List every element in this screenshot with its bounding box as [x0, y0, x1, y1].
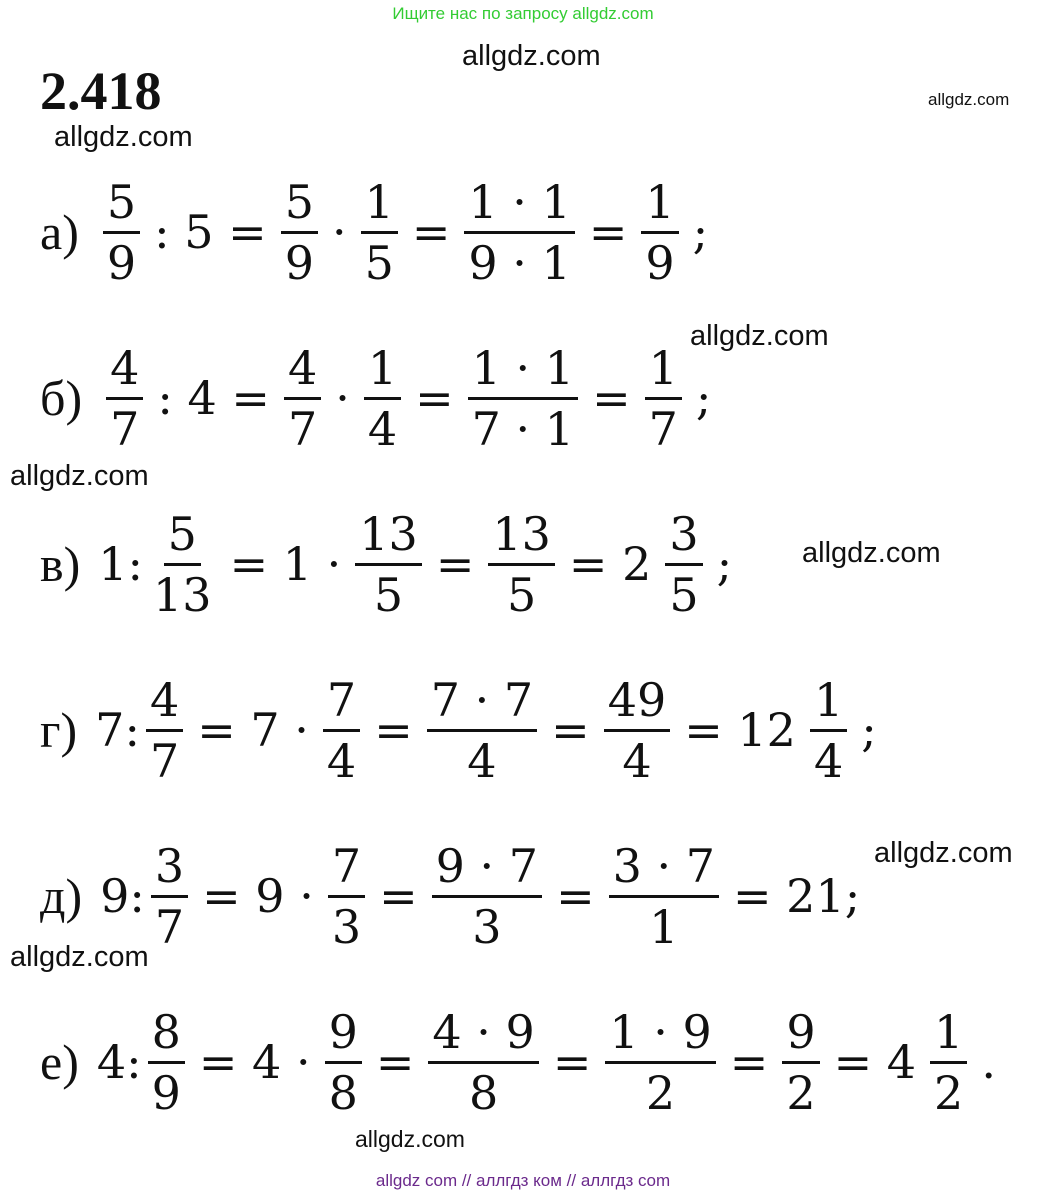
fraction	[328, 837, 365, 956]
operator: =	[556, 869, 595, 923]
fraction	[151, 837, 188, 956]
denominator: 3	[472, 899, 502, 954]
operator: .	[981, 1035, 996, 1089]
fraction	[609, 837, 719, 956]
operator: =	[588, 205, 628, 259]
item-label: а)	[40, 204, 79, 260]
operator: =	[435, 537, 475, 591]
watermark: allgdz.com	[928, 90, 1010, 109]
numerator: 3	[151, 837, 188, 898]
operator: = 1 ·	[229, 537, 342, 591]
operator: =	[379, 869, 418, 923]
operator: = 4 ·	[198, 1035, 311, 1089]
numerator: 1	[930, 1003, 967, 1064]
fraction	[468, 339, 578, 458]
numerator: 7 · 7	[427, 671, 537, 732]
numerator: 4 · 9	[428, 1003, 538, 1064]
top-note: Ищите нас по запросу allgdz.com	[392, 4, 654, 23]
fraction	[782, 1003, 819, 1122]
item-label: б)	[40, 370, 83, 426]
watermark: allgdz.com	[355, 1126, 465, 1152]
numerator: 9	[782, 1003, 819, 1064]
operator: : 4 =	[157, 371, 270, 425]
fraction	[323, 671, 360, 790]
operator: = 12	[684, 703, 796, 757]
fraction	[464, 173, 574, 292]
numerator: 13	[488, 505, 555, 566]
fraction	[325, 1003, 362, 1122]
operator: =	[552, 1035, 592, 1089]
lead-term: 1:	[98, 537, 144, 591]
watermark: allgdz.com	[690, 320, 829, 352]
fraction	[103, 173, 140, 292]
numerator: 3	[665, 505, 702, 566]
equation-row	[40, 660, 885, 800]
denominator: 9	[151, 1065, 181, 1120]
denominator: 5	[506, 567, 537, 622]
denominator: 13	[153, 567, 212, 622]
fraction	[641, 173, 678, 292]
operator: ;	[861, 703, 877, 757]
fraction	[106, 339, 143, 458]
numerator: 49	[604, 671, 671, 732]
operator: =	[592, 371, 631, 425]
watermark: allgdz.com	[54, 121, 193, 153]
equation-row	[40, 494, 740, 634]
watermark: allgdz.com	[462, 40, 601, 72]
denominator: 8	[468, 1065, 499, 1120]
fraction	[428, 1003, 538, 1122]
fraction	[432, 837, 542, 956]
fraction	[364, 339, 401, 458]
operator: = 4	[833, 1035, 917, 1089]
denominator: 5	[669, 567, 699, 622]
equation-row	[40, 328, 719, 468]
numerator: 1	[641, 173, 678, 234]
problem-number: 2.418	[40, 61, 162, 121]
denominator: 4	[467, 733, 497, 788]
fraction	[149, 505, 216, 624]
lead-term: 4:	[96, 1035, 142, 1089]
numerator: 5	[103, 173, 140, 234]
fraction	[284, 339, 321, 458]
denominator: 3	[331, 899, 362, 954]
operator: ·	[331, 205, 347, 259]
numerator: 9	[325, 1003, 362, 1064]
fraction	[605, 1003, 715, 1122]
fraction	[355, 505, 422, 624]
numerator: 4	[284, 339, 321, 400]
denominator: 2	[934, 1065, 964, 1120]
operator: =	[415, 371, 454, 425]
operator: ;	[692, 205, 709, 259]
denominator: 4	[813, 733, 844, 788]
operator: =	[729, 1035, 769, 1089]
numerator: 3 · 7	[609, 837, 719, 898]
numerator: 5	[281, 173, 318, 234]
operator: ·	[335, 371, 350, 425]
equation-row	[40, 992, 1004, 1132]
fraction	[645, 339, 682, 458]
numerator: 9 · 7	[432, 837, 542, 898]
denominator: 4	[622, 733, 652, 788]
operator: = 7 ·	[197, 703, 309, 757]
operator: =	[411, 205, 451, 259]
lead-term: 9:	[100, 869, 145, 923]
denominator: 9	[645, 235, 675, 290]
fraction	[665, 505, 702, 624]
denominator: 8	[328, 1065, 358, 1120]
denominator: 7	[110, 401, 140, 456]
equation-row	[40, 826, 868, 966]
operator: = 2	[568, 537, 652, 591]
numerator: 1	[361, 173, 398, 234]
fraction	[604, 671, 671, 790]
denominator: 7	[149, 733, 180, 788]
footer-links: allgdz com // аллгдз ком // аллгдз com	[375, 1171, 671, 1190]
fraction	[488, 505, 555, 624]
fraction	[930, 1003, 967, 1122]
watermark: allgdz.com	[10, 941, 149, 973]
operator: =	[374, 703, 413, 757]
operator: =	[551, 703, 590, 757]
numerator: 1 · 1	[464, 173, 574, 234]
denominator: 9 · 1	[468, 235, 571, 290]
watermark: allgdz.com	[802, 537, 941, 569]
item-label: в)	[40, 536, 81, 592]
numerator: 1 · 9	[605, 1003, 715, 1064]
denominator: 2	[645, 1065, 676, 1120]
numerator: 1	[645, 339, 682, 400]
fraction	[361, 173, 398, 292]
numerator: 5	[164, 505, 201, 566]
denominator: 2	[786, 1065, 816, 1120]
denominator: 7	[287, 401, 318, 456]
item-label: г)	[40, 702, 78, 758]
item-label: д)	[40, 868, 83, 924]
denominator: 4	[367, 401, 398, 456]
fraction	[281, 173, 318, 292]
numerator: 4	[146, 671, 183, 732]
fraction	[810, 671, 847, 790]
denominator: 7 · 1	[471, 401, 575, 456]
operator: =	[375, 1035, 415, 1089]
numerator: 8	[148, 1003, 185, 1064]
numerator: 1	[810, 671, 847, 732]
operator: : 5 =	[154, 205, 267, 259]
numerator: 7	[323, 671, 360, 732]
fraction	[427, 671, 537, 790]
denominator: 4	[326, 733, 357, 788]
operator: = 9 ·	[202, 869, 314, 923]
numerator: 13	[355, 505, 422, 566]
equation-row	[40, 162, 716, 302]
denominator: 7	[648, 401, 678, 456]
watermark: allgdz.com	[10, 460, 149, 492]
denominator: 9	[284, 235, 314, 290]
denominator: 5	[373, 567, 404, 622]
denominator: 7	[154, 899, 185, 954]
lead-term: 7:	[95, 703, 140, 757]
item-label: е)	[40, 1034, 79, 1090]
operator: ;	[716, 537, 733, 591]
numerator: 7	[328, 837, 365, 898]
watermark: allgdz.com	[874, 837, 1013, 869]
numerator: 1 · 1	[468, 339, 578, 400]
operator: = 21;	[733, 869, 861, 923]
denominator: 9	[106, 235, 137, 290]
fraction	[146, 671, 183, 790]
operator: ;	[695, 371, 712, 425]
numerator: 1	[364, 339, 401, 400]
fraction	[148, 1003, 185, 1122]
numerator: 4	[106, 339, 143, 400]
denominator: 5	[364, 235, 394, 290]
denominator: 1	[649, 899, 679, 954]
